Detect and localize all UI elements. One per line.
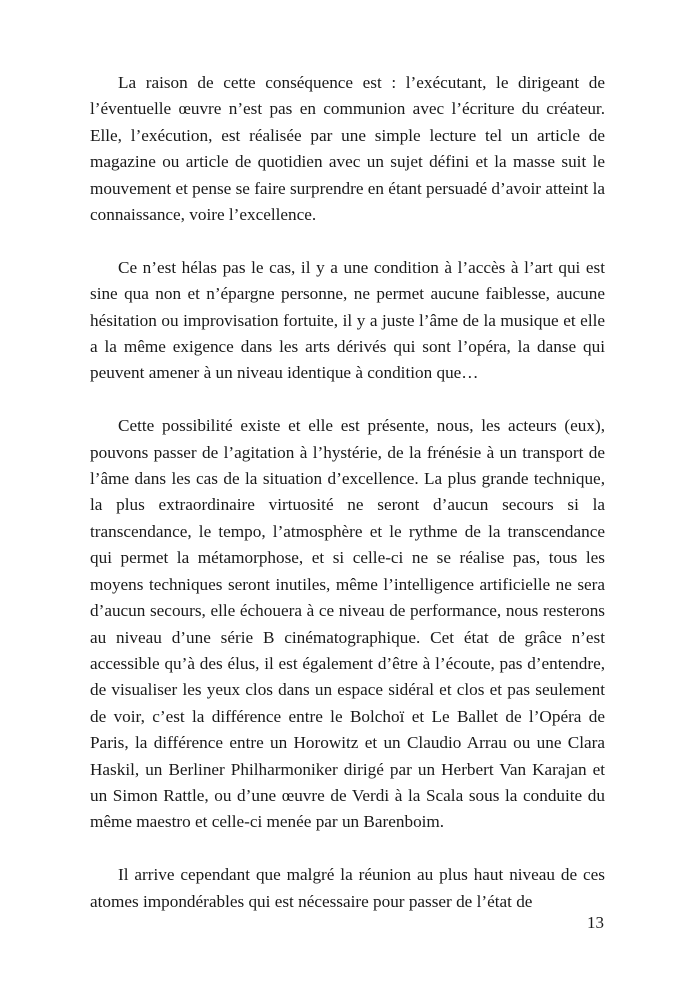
paragraph-3: Cette possibilité existe et elle est présente, nous, les acteurs (eux), pouvons passer de l’agitation à l’hystérie, de la frénésie à un transport de l’âme dans les cas de la situation d’excellence. La plus grande technique, la plus extraordinaire virtuosité ne seront d’aucun secours si la transcendance, le tempo, l’atmosphère et le rythme de la transcendance qui permet la métamorphose, et si celle-ci ne se réalise pas, tous les moyens techniques seront inutiles, même l’intelligence artificielle ne sera d’aucun secours, elle échouera à ce niveau de performance, nous resterons au niveau d’une série B cinématographique. Cet état de grâce n’est accessible qu’à des élus, il est également d’être à l’écoute, pas d’entendre, de visualiser les yeux clos dans un espace sidéral et clos et pas seulement de voir, c’est la différence entre le Bolchoï et Le Ballet de l’Opéra de Paris, la différence entre un Horowitz et un Claudio Arrau ou une Clara Haskil, un Berliner Philharmoniker dirigé par un Herbert Van Karajan et un Simon Rattle, ou d’une œuvre de Verdi à la Scala sous la conduite du même maestro et celle-ci menée par un Barenboim. [90,416,605,832]
paragraph-2: Ce n’est hélas pas le cas, il y a une condition à l’accès à l’art qui est sine qua non et n’épargne personne, ne permet aucune faiblesse, aucune hésitation ou improvisation fortuite, il y a juste l’âme de la musique et elle a la même exigence dans les arts dérivés qui sont l’opéra, la danse qui peuvent amener à un niveau identique à condition que… [90,257,605,383]
page-body [90,70,605,915]
paragraph-4: Il arrive cependant que malgré la réunion au plus haut niveau de ces atomes impondérables qui est nécessaire pour passer de l’état de [90,865,605,911]
page-number: 13 [587,913,604,932]
paragraph-1: La raison de cette conséquence est : l’exécutant, le dirigeant de l’éventuelle œuvre n’est pas en communion avec l’écriture du créateur. Elle, l’exécution, est réalisée par une simple lecture tel un article de magazine ou article de quotidien avec un sujet défini et la masse suit le mouvement et pense se faire surprendre en étant persuadé d’avoir atteint la connaissance, voire l’excellence. [90,73,605,225]
